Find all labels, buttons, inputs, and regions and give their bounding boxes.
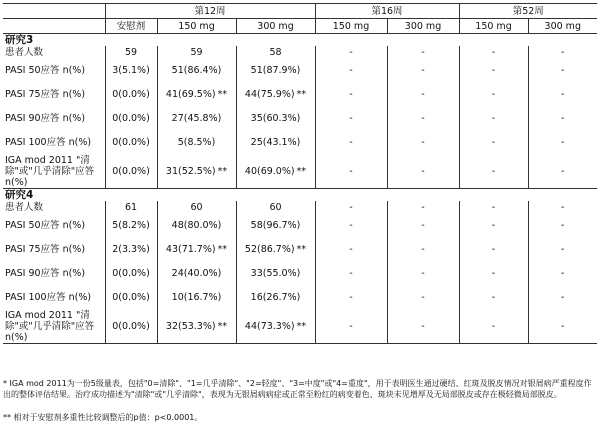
- cell-value: 40(69.0%): [244, 165, 295, 177]
- cell-value: -: [561, 136, 565, 148]
- cell-value: -: [349, 165, 353, 177]
- table-row: [3, 82, 597, 106]
- table-row: [3, 46, 597, 58]
- table-cell: [157, 201, 236, 213]
- cell-value: -: [491, 219, 496, 231]
- table-cell: [387, 213, 459, 237]
- cell-value: 44(75.9%): [244, 88, 295, 100]
- table-cell: [105, 285, 157, 309]
- table-cell: [105, 261, 157, 285]
- table-cell: [387, 237, 459, 261]
- table-cell: [528, 82, 597, 106]
- table-cell: [105, 213, 157, 237]
- cell-value: -: [349, 267, 353, 279]
- row-label: PASI 100应答 n(%): [5, 291, 92, 303]
- cell-value: 58: [269, 46, 282, 58]
- cell-value: 44(73.3%): [244, 320, 295, 332]
- table-cell: [236, 201, 315, 213]
- table-cell: [157, 58, 236, 82]
- table-cell: [387, 82, 459, 106]
- table-cell: [528, 285, 597, 309]
- table-cell: [315, 154, 387, 189]
- cell-value: 52(86.7%): [244, 243, 295, 255]
- table-cell: [157, 309, 236, 344]
- cell-value: 48(80.0%): [171, 219, 222, 231]
- table-cell: [528, 58, 597, 82]
- table-row: [3, 106, 597, 130]
- significance-marker: **: [217, 165, 228, 177]
- table-cell: [387, 309, 459, 344]
- header-col-placebo: 安慰剂: [105, 19, 157, 34]
- table-row: [3, 58, 597, 82]
- cell-value: -: [349, 112, 353, 124]
- table-cell: [459, 261, 528, 285]
- table-cell: [315, 130, 387, 154]
- cell-value: 25(43.1%): [250, 136, 301, 148]
- cell-value: -: [491, 267, 496, 279]
- table-cell: [157, 46, 236, 58]
- table-cell: [236, 309, 315, 344]
- cell-value: -: [421, 243, 425, 255]
- table-cell: [105, 201, 157, 213]
- significance-marker: **: [217, 243, 228, 255]
- cell-value: -: [349, 64, 353, 76]
- table-cell: [105, 237, 157, 261]
- cell-value: -: [561, 320, 565, 332]
- cell-value: 3(5.1%): [112, 64, 150, 76]
- table-cell: [157, 130, 236, 154]
- cell-value: -: [349, 136, 353, 148]
- cell-value: -: [349, 219, 353, 231]
- cell-value: -: [421, 320, 425, 332]
- table-cell: [315, 46, 387, 58]
- table-cell: [236, 130, 315, 154]
- table-cell: [105, 130, 157, 154]
- table-row: [3, 261, 597, 285]
- cell-value: -: [561, 165, 565, 177]
- table-cell: [105, 309, 157, 344]
- table-cell: [315, 213, 387, 237]
- cell-value: -: [561, 201, 565, 213]
- footnote-iga: * IGA mod 2011为一份5级量表，包括"0=清除"、"1=几乎清除"、"2=轻度"、"3=中度"或"4=重度"，用于表明医生通过硬结、红斑及脱皮情况对银屑病严重程度作出的整体评估结果。治疗成功描述为"清除"或"几乎清除"，表现为无银屑病病症或正常至粉红的病变着色、斑块未见增厚及无局部脱皮或存在极轻微局部脱皮。: [3, 379, 592, 399]
- table-cell: [528, 237, 597, 261]
- study-section-header: [3, 34, 597, 47]
- cell-value: 51(86.4%): [171, 64, 222, 76]
- row-label: PASI 50应答 n(%): [5, 219, 86, 231]
- table-row: [3, 213, 597, 237]
- header-col-wk52-150: 150 mg: [459, 19, 528, 34]
- row-label: 患者人数: [5, 46, 44, 58]
- cell-value: -: [491, 88, 496, 100]
- cell-value: -: [421, 64, 425, 76]
- table-row: [3, 309, 597, 344]
- table-cell: [459, 237, 528, 261]
- table-cell: [157, 261, 236, 285]
- row-label: IGA mod 2011 "清除"或"几乎清除"应答 n(%): [5, 154, 95, 188]
- table-cell: [315, 285, 387, 309]
- cell-value: 5(8.2%): [112, 219, 150, 231]
- cell-value: -: [421, 165, 425, 177]
- cell-value: 33(55.0%): [250, 267, 301, 279]
- table-row: [3, 285, 597, 309]
- cell-value: -: [561, 291, 565, 303]
- table-cell: [236, 106, 315, 130]
- results-table: [3, 3, 597, 344]
- table-cell: [157, 285, 236, 309]
- cell-value: 5(8.5%): [177, 136, 216, 148]
- header-row-weeks: [3, 4, 597, 19]
- table-cell: [157, 213, 236, 237]
- row-label: PASI 75应答 n(%): [5, 88, 86, 100]
- table-cell: [459, 154, 528, 189]
- table-cell: [105, 106, 157, 130]
- header-col-wk12-150: 150 mg: [157, 19, 236, 34]
- cell-value: 16(26.7%): [250, 291, 301, 303]
- table-cell: [528, 309, 597, 344]
- table-cell: [459, 58, 528, 82]
- table-cell: [236, 82, 315, 106]
- table-cell: [387, 261, 459, 285]
- cell-value: 0(0.0%): [112, 112, 150, 124]
- table-cell: [528, 213, 597, 237]
- cell-value: 10(16.7%): [171, 291, 222, 303]
- table-cell: [387, 130, 459, 154]
- table-cell: [315, 237, 387, 261]
- cell-value: 51(87.9%): [250, 64, 301, 76]
- table-cell: [315, 82, 387, 106]
- table-cell: [157, 237, 236, 261]
- table-cell: [236, 237, 315, 261]
- cell-value: -: [349, 320, 353, 332]
- cell-value: -: [349, 46, 353, 58]
- study-title: 研究4: [3, 189, 597, 202]
- significance-marker: **: [296, 88, 307, 100]
- cell-value: -: [421, 112, 425, 124]
- cell-value: 58(96.7%): [250, 219, 301, 231]
- table-cell: [528, 106, 597, 130]
- table-cell: [459, 106, 528, 130]
- table-cell: [459, 130, 528, 154]
- table-cell: [459, 285, 528, 309]
- cell-value: 61: [124, 201, 138, 213]
- cell-value: 60: [269, 201, 282, 213]
- cell-value: -: [349, 291, 353, 303]
- table-row: [3, 130, 597, 154]
- cell-value: 32(53.3%): [165, 320, 216, 332]
- table-cell: [459, 82, 528, 106]
- cell-value: -: [491, 46, 496, 58]
- table-cell: [528, 154, 597, 189]
- table-cell: [528, 261, 597, 285]
- table-cell: [157, 154, 236, 189]
- cell-value: 2(3.3%): [112, 243, 150, 255]
- cell-value: -: [561, 88, 565, 100]
- cell-value: -: [561, 243, 565, 255]
- cell-value: -: [491, 136, 496, 148]
- row-label: 患者人数: [5, 201, 44, 213]
- cell-value: 35(60.3%): [250, 112, 301, 124]
- table-cell: [387, 58, 459, 82]
- cell-value: -: [491, 112, 496, 124]
- cell-value: -: [491, 243, 496, 255]
- significance-marker: **: [296, 165, 307, 177]
- header-empty-cell: [3, 4, 105, 19]
- row-label: IGA mod 2011 "清除"或"几乎清除"应答 n(%): [3, 309, 105, 344]
- cell-value: 0(0.0%): [112, 88, 150, 100]
- row-label: PASI 100应答 n(%): [5, 136, 92, 148]
- table-cell: [315, 261, 387, 285]
- significance-marker: **: [217, 88, 228, 100]
- table-cell: [157, 82, 236, 106]
- cell-value: -: [491, 320, 496, 332]
- table-cell: [459, 213, 528, 237]
- table-cell: [236, 285, 315, 309]
- cell-value: -: [421, 201, 425, 213]
- cell-value: -: [421, 267, 425, 279]
- cell-value: 31(52.5%): [165, 165, 216, 177]
- cell-value: 43(71.7%): [165, 243, 216, 255]
- row-label: PASI 75应答 n(%): [5, 243, 86, 255]
- table-cell: [105, 154, 157, 189]
- table-cell: [387, 46, 459, 58]
- cell-value: 24(40.0%): [171, 267, 222, 279]
- table-cell: [528, 201, 597, 213]
- cell-value: -: [561, 64, 565, 76]
- study-title: 研究3: [5, 33, 34, 46]
- table-cell: [459, 46, 528, 58]
- table-cell: [459, 309, 528, 344]
- study-section-header: [3, 189, 597, 202]
- cell-value: 59: [124, 46, 138, 58]
- table-cell: [236, 58, 315, 82]
- table-cell: [387, 201, 459, 213]
- row-label: PASI 50应答 n(%): [5, 64, 86, 76]
- cell-value: -: [421, 88, 425, 100]
- cell-value: -: [421, 291, 425, 303]
- table-cell: [236, 154, 315, 189]
- header-col-wk12-300: 300 mg: [236, 19, 315, 34]
- table-cell: [105, 58, 157, 82]
- table-cell: [528, 130, 597, 154]
- cell-value: 0(0.0%): [112, 267, 150, 279]
- cell-value: 41(69.5%): [165, 88, 216, 100]
- cell-value: -: [421, 46, 425, 58]
- cell-value: -: [561, 219, 565, 231]
- significance-marker: **: [217, 320, 228, 332]
- cell-value: -: [491, 64, 496, 76]
- table-cell: [387, 154, 459, 189]
- table-cell: [105, 46, 157, 58]
- cell-value: -: [491, 291, 496, 303]
- significance-marker: **: [296, 243, 307, 255]
- cell-value: -: [349, 88, 353, 100]
- cell-value: -: [491, 201, 496, 213]
- table-cell: [315, 106, 387, 130]
- header-empty-cell: [3, 19, 105, 34]
- table-cell: [459, 201, 528, 213]
- header-col-wk16-300: 300 mg: [387, 19, 459, 34]
- table-cell: [315, 309, 387, 344]
- table-cell: [528, 46, 597, 58]
- table-cell: [315, 58, 387, 82]
- table-cell: [387, 106, 459, 130]
- cell-value: 59: [190, 46, 203, 58]
- table-row: [3, 237, 597, 261]
- cell-value: -: [491, 165, 496, 177]
- table-cell: [157, 106, 236, 130]
- cell-value: 27(45.8%): [171, 112, 222, 124]
- row-label: PASI 90应答 n(%): [5, 267, 86, 279]
- cell-value: 60: [190, 201, 203, 213]
- cell-value: 0(0.0%): [112, 136, 150, 148]
- cell-value: 0(0.0%): [112, 320, 150, 332]
- cell-value: -: [561, 46, 565, 58]
- cell-value: -: [421, 136, 425, 148]
- table-cell: [236, 213, 315, 237]
- cell-value: -: [349, 201, 353, 213]
- footnote-pvalue: ** 相对于安慰剂多重性比较调整后的p值：p<0.0001。: [3, 413, 203, 422]
- table-cell: [105, 82, 157, 106]
- table-cell: [315, 201, 387, 213]
- header-week-16: 第16周: [315, 4, 459, 19]
- cell-value: -: [561, 112, 565, 124]
- cell-value: 0(0.0%): [112, 165, 150, 177]
- header-week-12: 第12周: [105, 4, 315, 19]
- table-cell: [236, 46, 315, 58]
- significance-marker: **: [296, 320, 307, 332]
- table-row: [3, 154, 597, 189]
- cell-value: -: [561, 267, 565, 279]
- header-col-wk16-150: 150 mg: [315, 19, 387, 34]
- header-col-wk52-300: 300 mg: [528, 19, 597, 34]
- header-week-52: 第52周: [459, 4, 597, 19]
- header-row-doses: [3, 19, 597, 34]
- cell-value: -: [421, 219, 425, 231]
- table-cell: [236, 261, 315, 285]
- table-row: [3, 201, 597, 213]
- cell-value: 0(0.0%): [112, 291, 150, 303]
- cell-value: -: [349, 243, 353, 255]
- table-cell: [387, 285, 459, 309]
- row-label: PASI 90应答 n(%): [5, 112, 86, 124]
